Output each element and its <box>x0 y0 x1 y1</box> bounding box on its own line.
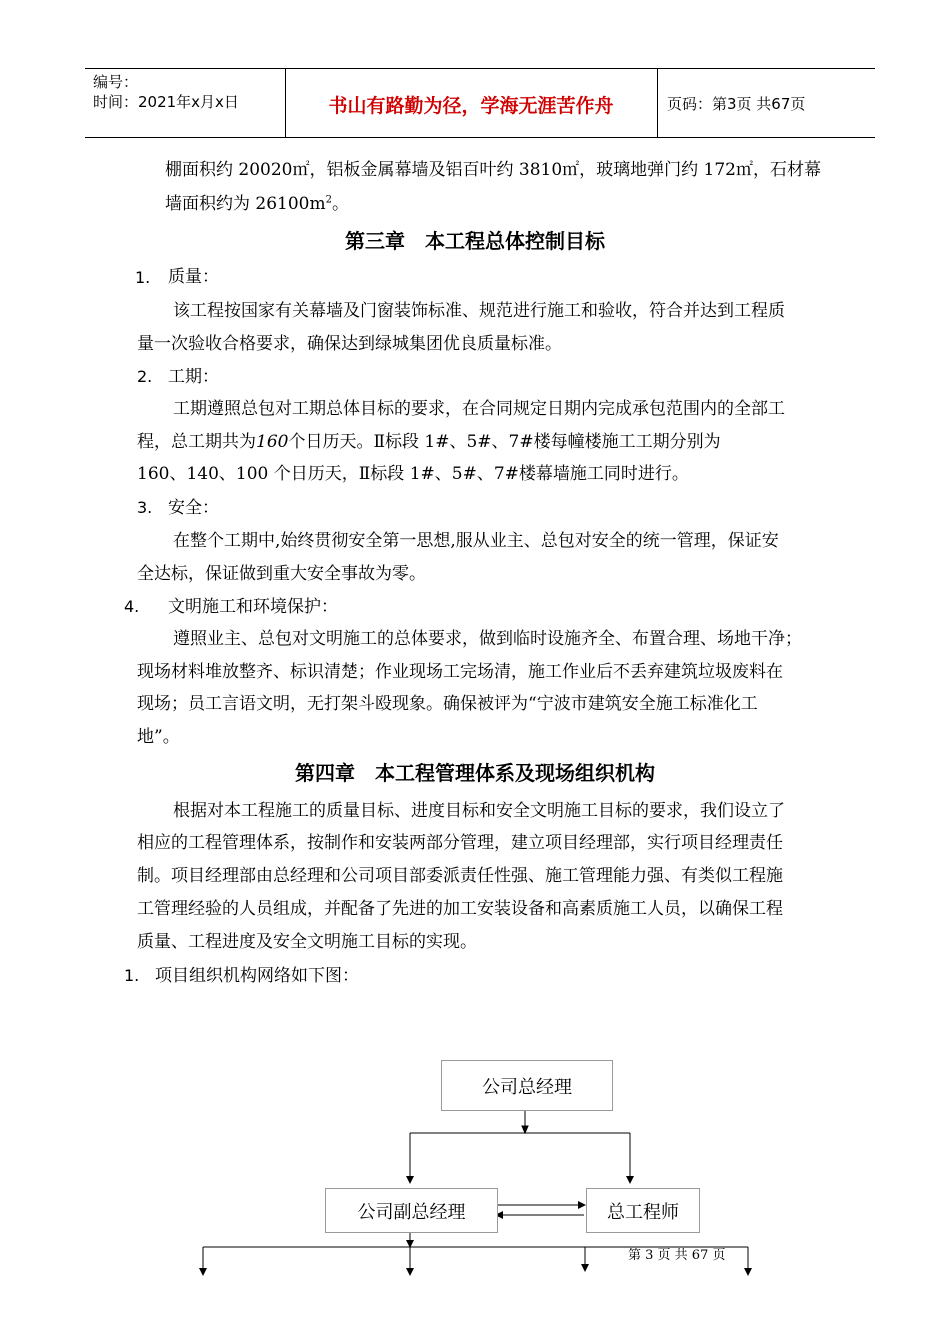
paragraph-line: 工管理经验的人员组成，并配备了先进的加工安装设备和高素质施工人员，以确保工程 <box>137 899 783 919</box>
section-title: 工期： <box>168 367 219 387</box>
paragraph-line: 工期遵照总包对工期总体目标的要求，在合同规定日期内完成承包范围内的全部工 <box>173 399 785 419</box>
paragraph-line: 地”。 <box>137 727 180 747</box>
motto: 书山有路勤为径，学海无涯苦作舟 <box>328 95 614 117</box>
section-title: 项目组织机构网络如下图： <box>155 966 359 986</box>
paragraph-line: 质量、工程进度及安全文明施工目标的实现。 <box>137 932 477 952</box>
arrow-icon <box>626 1176 634 1184</box>
org-box-gm: 公司总经理 <box>441 1060 613 1111</box>
arrow-icon <box>406 1268 414 1276</box>
org-box-vgm: 公司副总经理 <box>325 1188 498 1233</box>
section-number: 2. <box>137 367 153 386</box>
paragraph-line: 该工程按国家有关幕墙及门窗装饰标准、规范进行施工和验收，符合并达到工程质 <box>173 301 785 321</box>
section-number: 1. <box>124 966 140 985</box>
paragraph-line: 遵照业主、总包对文明施工的总体要求，做到临时设施齐全、布置合理、场地干净； <box>173 629 802 649</box>
page-info: 页码：第3页 共67页 <box>667 95 806 113</box>
arrow-icon <box>578 1201 586 1209</box>
paragraph-line: 在整个工期中,始终贯彻安全第一思想,服从业主、总包对安全的统一管理，保证安 <box>173 531 779 551</box>
paragraph-line: 现场；员工言语文明，无打架斗殴现象。确保被评为“宁波市建筑安全施工标准化工 <box>137 694 758 714</box>
chapter-heading: 第三章 本工程总体控制目标 <box>345 229 605 253</box>
time-label: 时间：2021年x月x日 <box>93 93 239 111</box>
arrow-icon <box>522 1126 528 1133</box>
footer-page-number: 第 3 页 共 67 页 <box>628 1248 726 1263</box>
section-title: 文明施工和环境保护： <box>168 597 338 617</box>
paragraph-line: 量一次验收合格要求，确保达到绿城集团优良质量标准。 <box>137 334 562 354</box>
arrow-icon <box>406 1176 414 1184</box>
paragraph-line: 现场材料堆放整齐、标识清楚；作业现场工完场清，施工作业后不丢弃建筑垃圾废料在 <box>137 662 783 682</box>
section-number: 1. <box>135 268 151 287</box>
body-line: 棚面积约 20020㎡，铝板金属幕墙及铝百叶约 3810㎡，玻璃地弹门约 172㎡，石材幕 <box>165 160 822 180</box>
section-title: 质量： <box>168 267 219 287</box>
org-box-chief-engineer: 总工程师 <box>586 1188 700 1233</box>
number-label: 编号： <box>93 73 139 91</box>
section-number: 3. <box>137 498 153 517</box>
chapter-heading: 第四章 本工程管理体系及现场组织机构 <box>295 761 655 785</box>
paragraph-line: 根据对本工程施工的质量目标、进度目标和安全文明施工目标的要求，我们设立了 <box>173 801 785 821</box>
paragraph-line: 相应的工程管理体系，按制作和安装两部分管理，建立项目经理部，实行项目经理责任 <box>137 833 783 853</box>
arrow-icon <box>199 1268 207 1276</box>
section-number: 4. <box>124 597 140 616</box>
arrow-icon <box>581 1264 589 1272</box>
body-line: 墙面积约为 $26100m^2$。 <box>165 194 349 214</box>
paragraph-line: 全达标，保证做到重大安全事故为零。 <box>137 564 426 584</box>
paragraph-line: 160、140、100 个日历天，Ⅱ标段 1#、5#、7#楼幕墙施工同时进行。 <box>137 464 689 484</box>
section-title: 安全： <box>168 498 219 518</box>
paragraph-line: 制。项目经理部由总经理和公司项目部委派责任性强、施工管理能力强、有类似工程施 <box>137 866 783 886</box>
paragraph-line: 程，总工期共为160个日历天。Ⅱ标段 1#、5#、7#楼每幢楼施工工期分别为 <box>137 432 721 452</box>
arrow-icon <box>744 1268 752 1276</box>
